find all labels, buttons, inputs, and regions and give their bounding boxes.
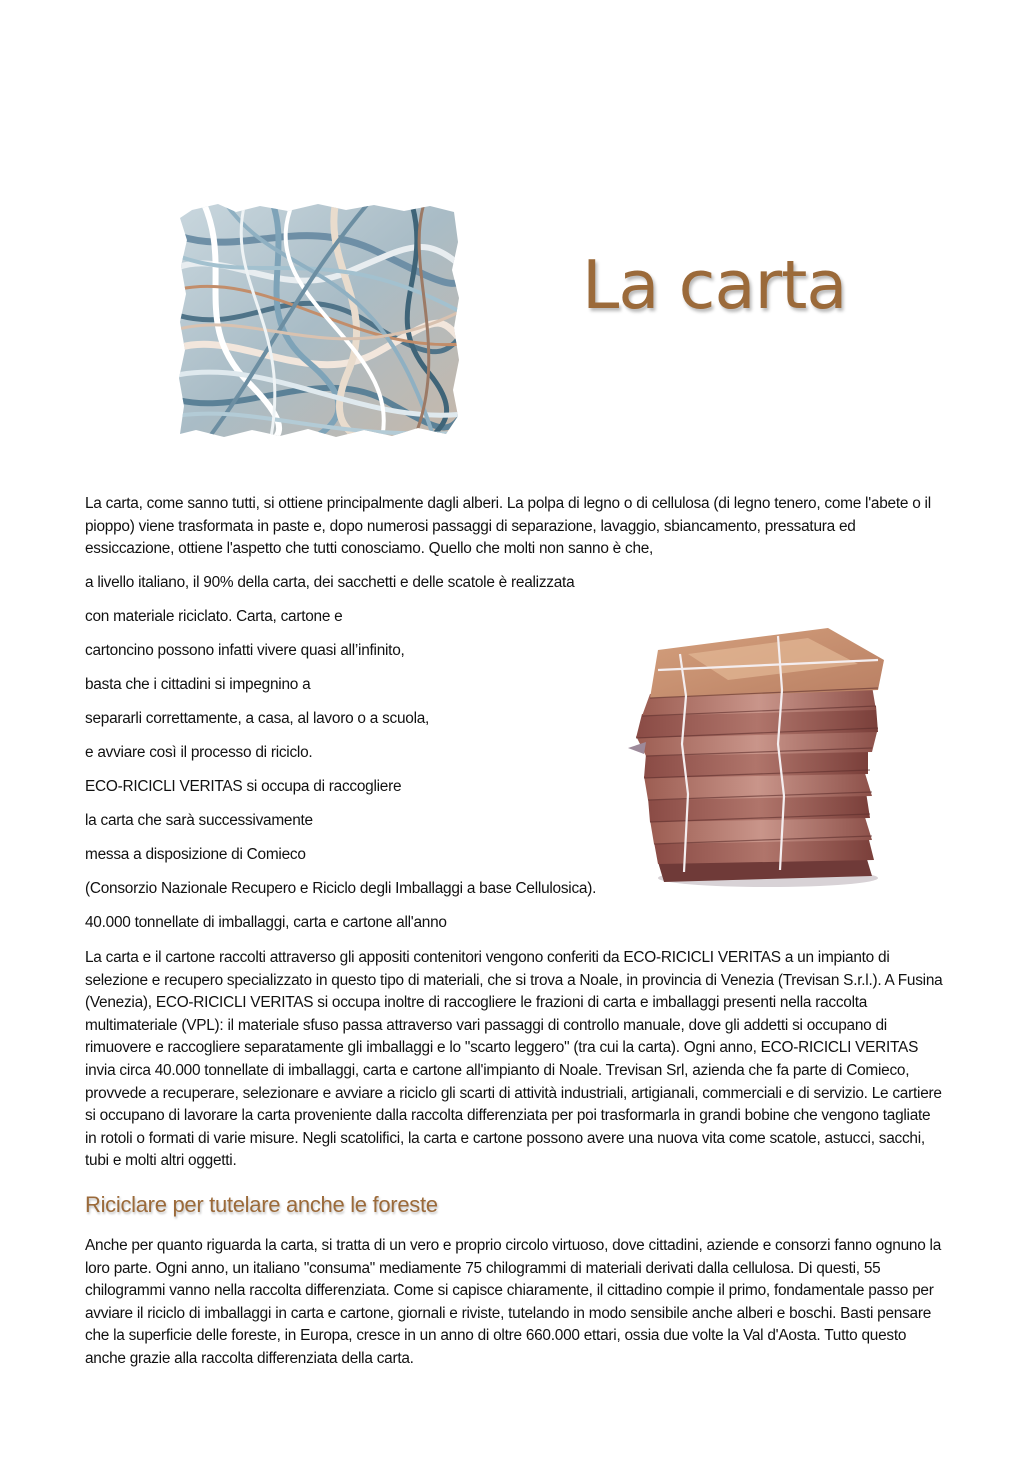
intro-paragraph: La carta, come sanno tutti, si ottiene principalmente dagli alberi. La polpa di legno o di cellulosa (di legno tenero, come l'abete o il pioppo) viene trasformata in paste e, dopo numerosi passaggi di separazione, lavaggio, sbiancamento, pressatura ed essiccazione, ottiene l'aspetto che tutti conosciamo. Quello che molti non sanno è che, <box>85 495 931 558</box>
text-line: con materiale riciclato. Carta, cartone e <box>85 608 343 625</box>
text-line: 40.000 tonnellate di imballaggi, carta e cartone all'anno <box>85 914 447 931</box>
text-line: messa a disposizione di Comieco <box>85 846 306 863</box>
text-line: separarli correttamente, a casa, al lavoro o a scuola, <box>85 710 430 727</box>
shredded-paper-image <box>178 202 460 438</box>
cardboard-bale-image <box>628 624 890 888</box>
paragraph-collection: La carta e il cartone raccolti attraverso gli appositi contenitori vengono conferiti da ECO-RICICLI VERITAS a un impianto di selezione e recupero specializzato in questo tipo di materiali, che si trova a Noale, in provincia di Venezia (Trevisan S.r.l.). A Fusina (Venezia), ECO-RICICLI VERITAS si occupa inoltre di raccogliere le frazioni di carta e imballaggi presenti nella raccolta multimateriale (VPL): il materiale sfuso passa attraverso vari passaggi di controllo manuale, dove gli addetti si occupano di rimuovere e raccogliere separatamente gli imballaggi e lo "scarto leggero" (tra cui la carta). Ogni anno, ECO-RICICLI VERITAS invia circa 40.000 tonnellate di imballaggi, carta e cartone all'impianto di Noale. Trevisan Srl, azienda che fa parte di Comieco, provvede a recuperare, selezionare e avviare a riciclo gli scarti di attività industriali, artigianali, commerciali e di servizio. Le cartiere si occupano di lavorare la carta proveniente dalla raccolta differenziata per poi trasformarla in grandi bobine che vengono tagliate in rotoli o formati di varie misure. Negli scatolifici, la carta e cartone possono avere una nuova vita come scatole, astucci, sacchi, tubi e molti altri oggetti. <box>85 949 943 1170</box>
page-title: La carta <box>582 246 847 324</box>
text-line: a livello italiano, il 90% della carta, dei sacchetti e delle scatole è realizzata <box>85 574 575 591</box>
text-line: la carta che sarà successivamente <box>85 812 313 829</box>
text-line: e avviare così il processo di riciclo. <box>85 744 313 761</box>
text-line: ECO-RICICLI VERITAS si occupa di raccogliere <box>85 778 402 795</box>
section-heading: Riciclare per tutelare anche le foreste <box>85 1192 438 1217</box>
text-line: (Consorzio Nazionale Recupero e Riciclo degli Imballaggi a base Cellulosica). <box>85 880 597 897</box>
text-line: cartoncino possono infatti vivere quasi all’infinito, <box>85 642 405 659</box>
paragraph-forests: Anche per quanto riguarda la carta, si tratta di un vero e proprio circolo virtuoso, dove cittadini, aziende e consorzi fanno ognuno la loro parte. Ogni anno, un italiano "consuma" mediamente 75 chilogrammi di materiali derivati dalla cellulosa. Di questi, 55 chilogrammi vanno nella raccolta differenziata. Come si capisce chiaramente, il cittadino compie il primo, fondamentale passo per avviare il riciclo di imballaggi in carta e cartone, giornali e riviste, tutelando in modo sensibile anche alberi e boschi. Basti pensare che la superficie delle foreste, in Europa, cresce in un anno di oltre 660.000 ettari, ossia due volte la Val d'Aosta. Tutto questo anche grazie alla raccolta differenziata della carta. <box>85 1237 942 1367</box>
text-line: basta che i cittadini si impegnino a <box>85 676 311 693</box>
